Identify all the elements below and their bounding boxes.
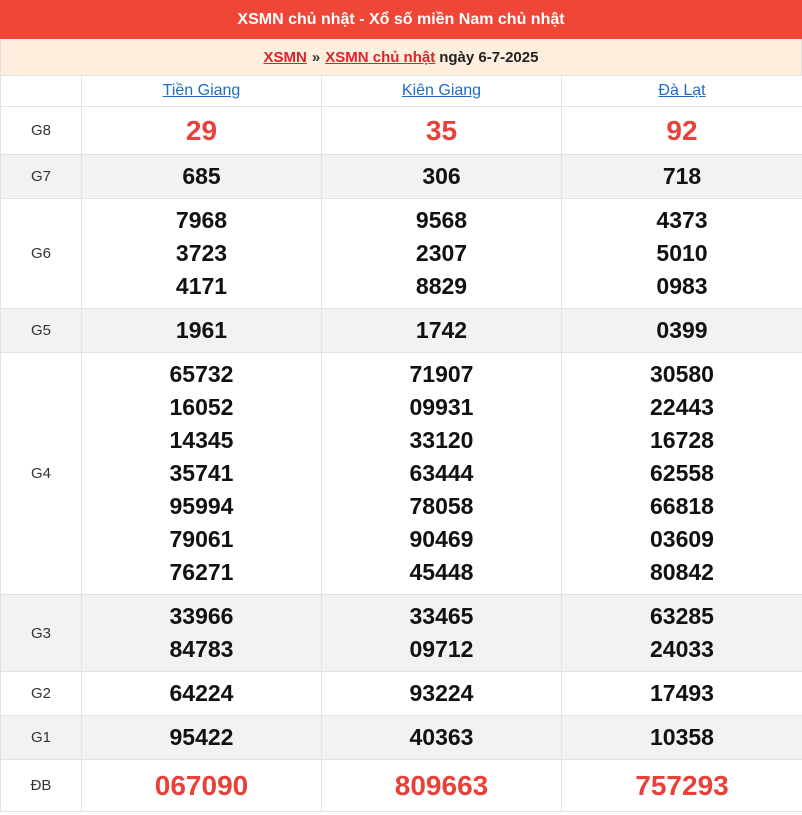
province-header-row [1,76,802,107]
prize-row-g8 [1,107,802,155]
prize-number: 0983 [656,273,708,299]
prize-number: 30580 [650,361,714,387]
prize-label: G6 [1,199,82,309]
prize-number: 33120 [409,427,474,453]
prize-number: 29 [82,107,322,155]
prize-row-g6 [1,199,802,309]
prize-number: 1742 [322,309,562,353]
prize-number: 9568 [415,207,468,233]
prize-label: G1 [1,716,82,760]
prize-number: 80842 [650,559,714,585]
prize-cell [322,199,562,309]
prize-number: 7968 [175,207,228,233]
prize-number: 2307 [415,240,468,266]
province-link[interactable]: Tiền Giang [162,82,241,99]
prize-row-g1 [1,716,802,760]
prize-number: 10358 [562,716,802,760]
prize-cell [82,353,322,595]
prize-number: 33966 [169,603,234,629]
prize-number: 03609 [650,526,714,552]
prize-cell [322,353,562,595]
prize-number: 685 [82,155,322,199]
prize-row-g3 [1,595,802,672]
special-prize-number: 067090 [82,760,322,812]
breadcrumb-date: ngày 6-7-2025 [439,48,539,66]
prize-cell [562,595,802,672]
prize-number: 09712 [409,636,474,662]
prize-number: 4373 [656,207,708,233]
prize-label: G7 [1,155,82,199]
prize-number: 84783 [169,636,234,662]
prize-number: 62558 [650,460,714,486]
prize-number: 64224 [82,672,322,716]
province-header[interactable] [82,76,322,107]
special-prize-number: 757293 [562,760,802,812]
prize-number: 1961 [82,309,322,353]
special-prize-number: 809663 [322,760,562,812]
province-header[interactable] [562,76,802,107]
prize-cell [562,199,802,309]
prize-label: ĐB [1,760,82,812]
prize-label: G5 [1,309,82,353]
breadcrumb-separator: » [311,48,321,66]
prize-number: 4171 [175,273,228,299]
prize-number: 8829 [415,273,468,299]
prize-row-g7 [1,155,802,199]
prize-number: 78058 [409,493,474,519]
prize-cell [82,595,322,672]
breadcrumb-link-xsmn-sunday[interactable]: XSMN chủ nhật [325,48,436,66]
prize-number: 33465 [409,603,474,629]
prize-number: 17493 [562,672,802,716]
prize-row-g5 [1,309,802,353]
prize-cell [322,595,562,672]
prize-number: 09931 [409,394,474,420]
results-table [0,75,802,812]
breadcrumb [0,39,802,75]
page-title: XSMN chủ nhật - Xổ số miền Nam chủ nhật [0,0,802,39]
prize-number: 95422 [82,716,322,760]
prize-number: 3723 [175,240,228,266]
prize-number: 0399 [562,309,802,353]
prize-number: 71907 [409,361,474,387]
prize-label: G4 [1,353,82,595]
prize-cell [82,199,322,309]
prize-label: G3 [1,595,82,672]
prize-number: 16728 [650,427,714,453]
prize-row-g4 [1,353,802,595]
prize-number: 5010 [656,240,708,266]
prize-number: 76271 [169,559,234,585]
prize-label: G8 [1,107,82,155]
prize-number: 24033 [650,636,714,662]
prize-cell [562,353,802,595]
prize-number: 90469 [409,526,474,552]
prize-number: 718 [562,155,802,199]
prize-number: 40363 [322,716,562,760]
prize-number: 45448 [409,559,474,585]
prize-number: 306 [322,155,562,199]
prize-number: 22443 [650,394,714,420]
province-header[interactable] [322,76,562,107]
prize-number: 63444 [409,460,474,486]
header-empty-cell [1,76,82,107]
prize-row-special [1,760,802,812]
prize-label: G2 [1,672,82,716]
prize-number: 63285 [650,603,714,629]
prize-number: 65732 [169,361,234,387]
prize-number: 92 [562,107,802,155]
province-link[interactable]: Kiên Giang [401,82,482,99]
prize-number: 35741 [169,460,234,486]
prize-number: 79061 [169,526,234,552]
province-link[interactable]: Đà Lạt [658,82,706,99]
prize-row-g2 [1,672,802,716]
prize-number: 14345 [169,427,234,453]
breadcrumb-link-xsmn[interactable]: XSMN [263,48,307,66]
prize-number: 95994 [169,493,234,519]
prize-number: 35 [322,107,562,155]
prize-number: 16052 [169,394,234,420]
prize-number: 66818 [650,493,714,519]
prize-number: 93224 [322,672,562,716]
